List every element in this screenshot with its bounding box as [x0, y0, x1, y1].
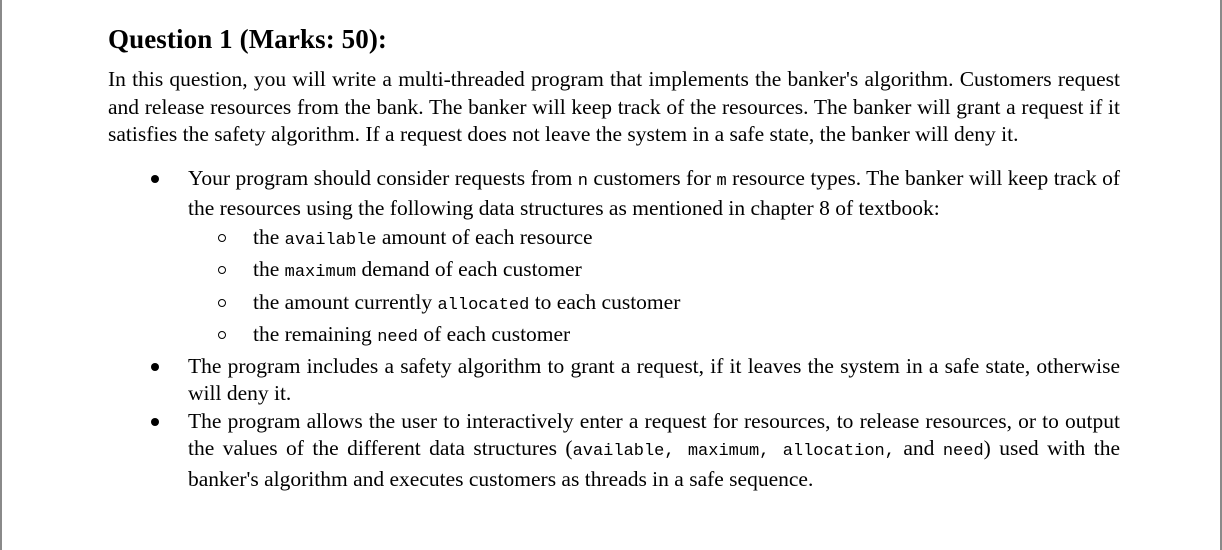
- code-need: need: [942, 442, 984, 462]
- bullet-text: ) used with the banker's algorithm and executes customers as threads in a safe sequence.: [188, 436, 1121, 491]
- code-available: available: [284, 230, 377, 250]
- bullet-text: Your program should consider requests from: [188, 165, 578, 190]
- hollow-bullet-icon: [218, 299, 226, 307]
- sub-item-need: [187, 320, 1120, 352]
- bullet-text: resource types. The banker will keep track of the resources using the following data structures as mentioned in chapter 8 of textbook:: [188, 165, 1121, 221]
- sub-item-allocated: [187, 288, 1120, 320]
- sub-item-text: to each customer: [529, 289, 681, 314]
- bullet-dot-icon: [151, 363, 159, 371]
- bullet-item-safety-algorithm: [108, 353, 1120, 408]
- sub-item-text: the: [253, 224, 285, 249]
- bullet-dot-icon: [151, 175, 159, 183]
- code-need: need: [377, 328, 418, 348]
- bullet-item-interactive: [108, 408, 1120, 494]
- data-structures-sublist: [188, 223, 1120, 353]
- question-title: Question 1 (Marks: 50):: [108, 24, 388, 54]
- sub-item-text: the remaining: [253, 322, 378, 347]
- hollow-bullet-icon: [218, 266, 226, 274]
- code-m: m: [716, 171, 727, 191]
- bullet-text: and: [894, 436, 943, 461]
- requirements-list: [108, 165, 1120, 494]
- sub-item-available: [187, 223, 1120, 255]
- sub-item-text: demand of each customer: [356, 257, 582, 282]
- sub-item-text: the amount currently: [253, 289, 438, 314]
- sub-item-text: the: [253, 257, 285, 282]
- document-page: [108, 22, 1120, 494]
- hollow-bullet-icon: [218, 234, 226, 242]
- intro-paragraph: In this question, you will write a multi-threaded program that implements the banker's algorithm. Customers request and release resources from the bank. The banker will keep track of the resources. The banker will grant a request if it satisfies the safety algorithm. If a request does not leave the system in a safe state, the banker will deny it.: [108, 67, 1120, 147]
- bullet-text: customers for: [587, 165, 717, 190]
- code-allocated: allocated: [437, 295, 530, 315]
- code-n: n: [577, 171, 588, 191]
- bullet-text: The program includes a safety algorithm to grant a request, if it leaves the system in a safe state, otherwise will deny it.: [188, 353, 1120, 406]
- page-left-border: [0, 0, 2, 550]
- sub-item-maximum: [187, 255, 1120, 287]
- hollow-bullet-icon: [218, 331, 226, 339]
- bullet-dot-icon: [151, 418, 159, 426]
- sub-item-text: of each customer: [418, 322, 571, 347]
- bullet-item-data-structures: [108, 165, 1120, 353]
- sub-item-text: amount of each resource: [376, 224, 593, 249]
- bullet-text: The program allows the user to interactively enter a request for resources, to release resources, or to output the values of the different data structures (: [188, 408, 1120, 461]
- code-maximum: maximum: [284, 263, 357, 283]
- code-structure-names: available, maximum, allocation,: [572, 442, 895, 462]
